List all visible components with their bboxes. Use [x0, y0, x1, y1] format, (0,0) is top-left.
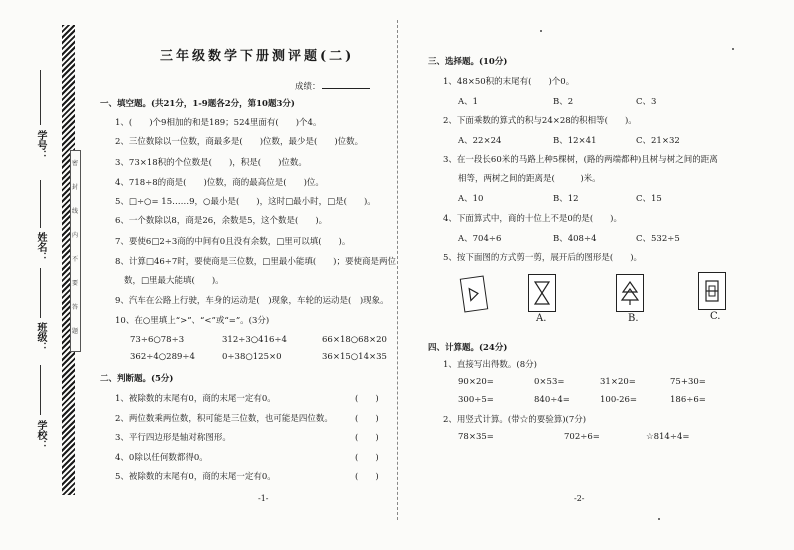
fill-question-7: 7、要使6□2÷3商的中间有0且没有余数，□里可以填( )。 [115, 237, 351, 247]
choice-option[interactable]: A、10 [458, 194, 484, 204]
page-divider [397, 20, 398, 520]
vertical-calc-item[interactable]: ☆814÷4= [646, 432, 690, 442]
choice-option[interactable]: C、532÷5 [636, 234, 680, 244]
option-b-figure[interactable] [616, 274, 644, 312]
page-number-1: -1- [258, 494, 269, 503]
judge-answer-box[interactable]: ( ) [355, 472, 379, 482]
option-b-label: B. [628, 313, 639, 324]
exam-title: 三年级数学下册测评题(二) [160, 49, 355, 64]
school-label: 学校： [35, 420, 46, 450]
choice-option[interactable]: B、12×41 [553, 136, 597, 146]
calc-subheading-2: 2、用竖式计算。(带☆的要验算)(7分) [443, 415, 587, 425]
choice-option[interactable]: B、2 [553, 97, 574, 107]
student-id-label: 学号： [35, 130, 46, 160]
choice-option[interactable]: A、704÷6 [458, 234, 502, 244]
oral-calc-item[interactable]: 0×53= [534, 377, 565, 387]
choice-option[interactable]: C、21×32 [636, 136, 680, 146]
section2-heading: 二、判断题。(5分) [100, 374, 174, 384]
binding-seal-window [70, 150, 81, 352]
choice-option[interactable]: C、15 [636, 194, 662, 204]
option-c-figure[interactable] [698, 272, 726, 310]
oral-calc-item[interactable]: 186÷6= [670, 395, 706, 405]
seal-char: 不 [72, 256, 79, 263]
compare-item: 73÷6○78÷3 [130, 335, 185, 345]
judge-item: 3、平行四边形是轴对称图形。 [115, 433, 231, 443]
fill-question-1: 1、( )个9相加的和是189；524里面有( )个4。 [115, 118, 322, 128]
score-blank[interactable] [322, 80, 370, 89]
judge-item: 2、两位数乘两位数，积可能是三位数，也可能是四位数。 [115, 414, 333, 424]
judge-answer-box[interactable]: ( ) [355, 394, 379, 404]
choice-option[interactable]: B、408÷4 [553, 234, 597, 244]
choice-question-4: 4、下面算式中，商的十位上不是0的是( )。 [443, 214, 622, 224]
scan-speck [540, 30, 542, 32]
folded-paper-figure [460, 275, 488, 312]
fill-question-3: 3、73×18积的个位数是( )，积是( )位数。 [115, 158, 307, 168]
judge-item: 1、被除数的末尾有0，商的末尾一定有0。 [115, 394, 276, 404]
calc-subheading-1: 1、直接写出得数。(8分) [443, 360, 537, 370]
school-line[interactable] [40, 365, 41, 415]
vertical-calc-item[interactable]: 702÷6= [564, 432, 600, 442]
fill-question-8-cont: 数，□里最大能填( )。 [124, 276, 224, 286]
seal-char: 线 [72, 208, 79, 215]
seal-char: 内 [72, 232, 79, 239]
fill-question-10: 10、在○里填上“>”、“<”或“=”。(3分) [115, 316, 270, 326]
section1-heading: 一、填空题。(共21分，1-9题各2分，第10题3分) [100, 99, 295, 109]
fill-question-5: 5、□÷○= 15……9，○最小是( )，这时□最小时，□是( )。 [115, 197, 376, 207]
choice-question-2: 2、下面乘数的算式的积与24×28的积相等( )。 [443, 116, 637, 126]
compare-item: 362÷4○289÷4 [130, 352, 195, 362]
judge-answer-box[interactable]: ( ) [355, 433, 379, 443]
seal-char: 题 [72, 328, 79, 335]
compare-item: 36×15○14×35 [322, 352, 387, 362]
choice-option[interactable]: A、22×24 [458, 136, 502, 146]
choice-question-3-cont: 相等，两树之间的距离是( )米。 [458, 174, 601, 184]
fill-question-9: 9、汽车在公路上行驶，车身的运动是( )现象，车轮的运动是( )现象。 [115, 296, 389, 306]
section3-heading: 三、选择题。(10分) [428, 57, 508, 67]
option-c-label: C. [710, 311, 721, 322]
compare-item: 0÷38○125×0 [222, 352, 282, 362]
page-number-2: -2- [574, 494, 585, 503]
oral-calc-item[interactable]: 75+30= [670, 377, 706, 387]
compare-item: 312÷3○416÷4 [222, 335, 287, 345]
vertical-calc-item[interactable]: 78×35= [458, 432, 494, 442]
judge-item: 4、0除以任何数都得0。 [115, 453, 208, 463]
judge-item: 5、被除数的末尾有0，商的末尾一定有0。 [115, 472, 276, 482]
compare-item: 66×18○68×20 [322, 335, 387, 345]
choice-question-3: 3、在一段长60米的马路上种5棵树，(路的两端都种)且树与树之间的距离 [443, 155, 718, 165]
seal-char: 封 [72, 184, 79, 191]
seal-char: 要 [72, 280, 79, 287]
name-label: 姓名： [35, 232, 46, 262]
fill-question-6: 6、一个数除以8，商是26，余数是5，这个数是( )。 [115, 216, 328, 226]
oral-calc-item[interactable]: 90×20= [458, 377, 494, 387]
section4-heading: 四、计算题。(24分) [428, 343, 508, 353]
choice-option[interactable]: C、3 [636, 97, 657, 107]
choice-option[interactable]: B、12 [553, 194, 579, 204]
seal-char: 密 [72, 160, 79, 167]
pine-tree-icon [620, 280, 640, 306]
fill-question-8: 8、计算□46÷7时，要使商是三位数，□里最小能填( )；要使商是两位 [115, 257, 396, 267]
seal-char: 答 [72, 304, 79, 311]
score-label: 成绩： [295, 82, 321, 92]
oral-calc-item[interactable]: 840÷4= [534, 395, 570, 405]
student-id-line[interactable] [40, 70, 41, 125]
choice-option[interactable]: A、1 [458, 97, 479, 107]
fill-question-4: 4、718÷8的商是( )位数，商的最高位是( )位。 [115, 178, 324, 188]
oral-calc-item[interactable]: 300÷5= [458, 395, 494, 405]
window-shape-icon [703, 278, 721, 304]
fill-question-2: 2、三位数除以一位数，商最多是( )位数，最少是( )位数。 [115, 137, 364, 147]
oral-calc-item[interactable]: 100-26= [600, 395, 638, 405]
judge-answer-box[interactable]: ( ) [355, 453, 379, 463]
option-a-figure[interactable] [528, 274, 556, 312]
choice-question-5: 5、按下面图的方式剪一剪，展开后的图形是( )。 [443, 253, 643, 263]
scan-speck [732, 48, 734, 50]
class-line[interactable] [40, 268, 41, 318]
choice-question-1: 1、48×50积的末尾有( )个0。 [443, 77, 575, 87]
hourglass-icon [533, 280, 551, 306]
fold-triangle-icon [466, 284, 482, 304]
name-line[interactable] [40, 180, 41, 228]
option-a-label: A. [536, 313, 547, 324]
judge-answer-box[interactable]: ( ) [355, 414, 379, 424]
scan-speck [658, 518, 660, 520]
class-label: 班级： [35, 322, 46, 352]
oral-calc-item[interactable]: 31×20= [600, 377, 636, 387]
